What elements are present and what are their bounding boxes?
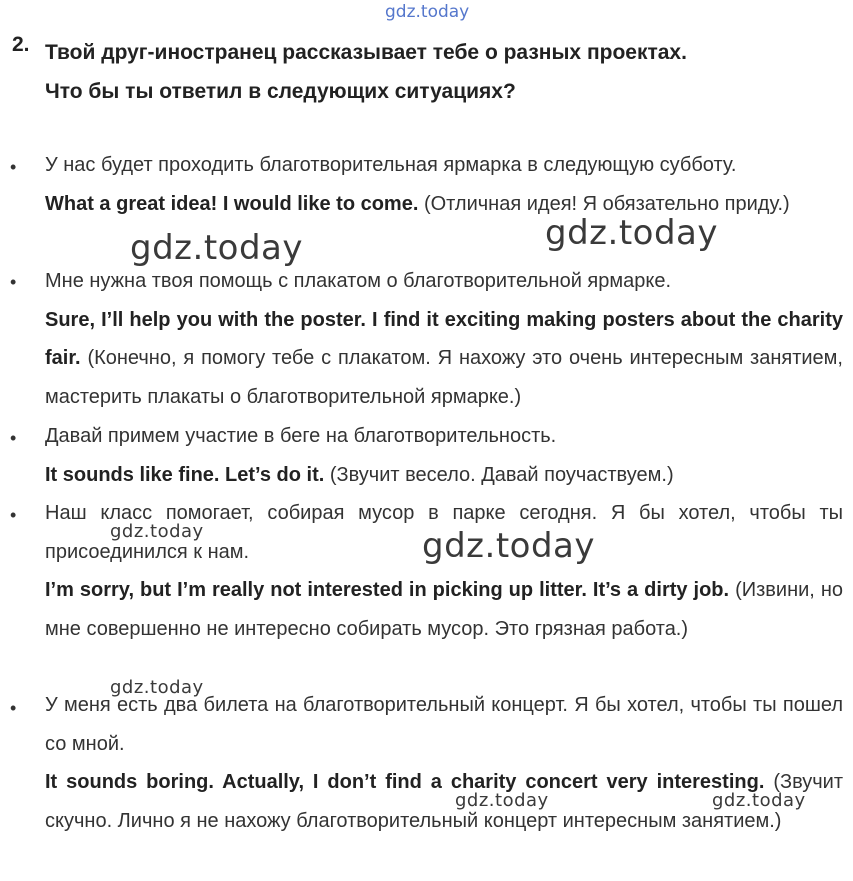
item-prompt: У нас будет проходить благотворительная ярмарка в следующую субботу. <box>45 154 737 176</box>
answer-russian: (Конечно, я помогу тебе с плакатом. Я нахожу это очень интересным занятием, мастерить плакаты о благотворительной ярмарке.) <box>45 347 843 408</box>
watermark-top: gdz.today <box>385 2 470 22</box>
answer-english: It sounds like fine. Let’s do it. <box>45 463 325 486</box>
task-number: 2. <box>12 33 30 56</box>
answer-russian: (Звучит весело. Давай поучаствуем.) <box>329 463 674 486</box>
item-prompt: Мне нужна твоя помощь с плакатом о благотворительной ярмарке. <box>45 270 672 292</box>
list-item <box>45 686 843 840</box>
watermark-7: gdz.today <box>712 790 806 811</box>
item-answer <box>45 456 843 495</box>
task-title-line1: Твой друг-иностранец рассказывает тебе о разных проектах. <box>45 41 687 64</box>
bullet: • <box>10 698 17 718</box>
task-title-line2: Что бы ты ответил в следующих ситуациях? <box>45 80 516 103</box>
item-prompt: Давай примем участие в беге на благотворительность. <box>45 425 557 447</box>
list-item <box>45 417 843 494</box>
task-title <box>45 33 835 111</box>
bullet: • <box>10 428 17 448</box>
item-prompt: У меня есть два билета на благотворительный концерт. Я бы хотел, чтобы ты пошел со мной. <box>45 694 843 755</box>
answer-russian: (Извини, но мне совершенно не интересно собирать мусор. Это грязная работа.) <box>45 579 844 640</box>
list-item <box>45 494 843 648</box>
answer-english: It sounds boring. Actually, I don’t find a charity concert very interesting. <box>45 771 765 793</box>
list-item <box>45 262 843 416</box>
item-answer <box>45 185 843 224</box>
answer-english: What a great idea! I would like to come. <box>45 192 419 215</box>
answer-russian: (Звучит скучно. Лично я не нахожу благотворительный концерт интересным занятием.) <box>45 771 844 832</box>
answer-english: Sure, I’ll help you with the poster. I find it exciting making posters about the charity fair. <box>45 308 843 369</box>
bullet: • <box>10 272 17 292</box>
bullet: • <box>10 157 17 177</box>
bullet: • <box>10 505 17 525</box>
watermark-4: gdz.today <box>422 526 595 566</box>
watermark-3: gdz.today <box>110 521 204 542</box>
answer-english: I’m sorry, but I’m really not interested in picking up litter. It’s a dirty job. <box>45 579 730 601</box>
watermark-2: gdz.today <box>545 213 718 253</box>
list-item <box>45 146 843 223</box>
watermark-5: gdz.today <box>110 677 204 698</box>
answer-russian: (Отличная идея! Я обязательно приду.) <box>423 192 790 215</box>
item-prompt: Наш класс помогает, собирая мусор в парке сегодня. Я бы хотел, чтобы ты присоединился к нам. <box>45 502 843 563</box>
watermark-6: gdz.today <box>455 790 549 811</box>
item-answer <box>45 301 843 417</box>
watermark-1: gdz.today <box>130 228 303 268</box>
item-answer <box>45 763 843 840</box>
item-answer <box>45 571 843 648</box>
